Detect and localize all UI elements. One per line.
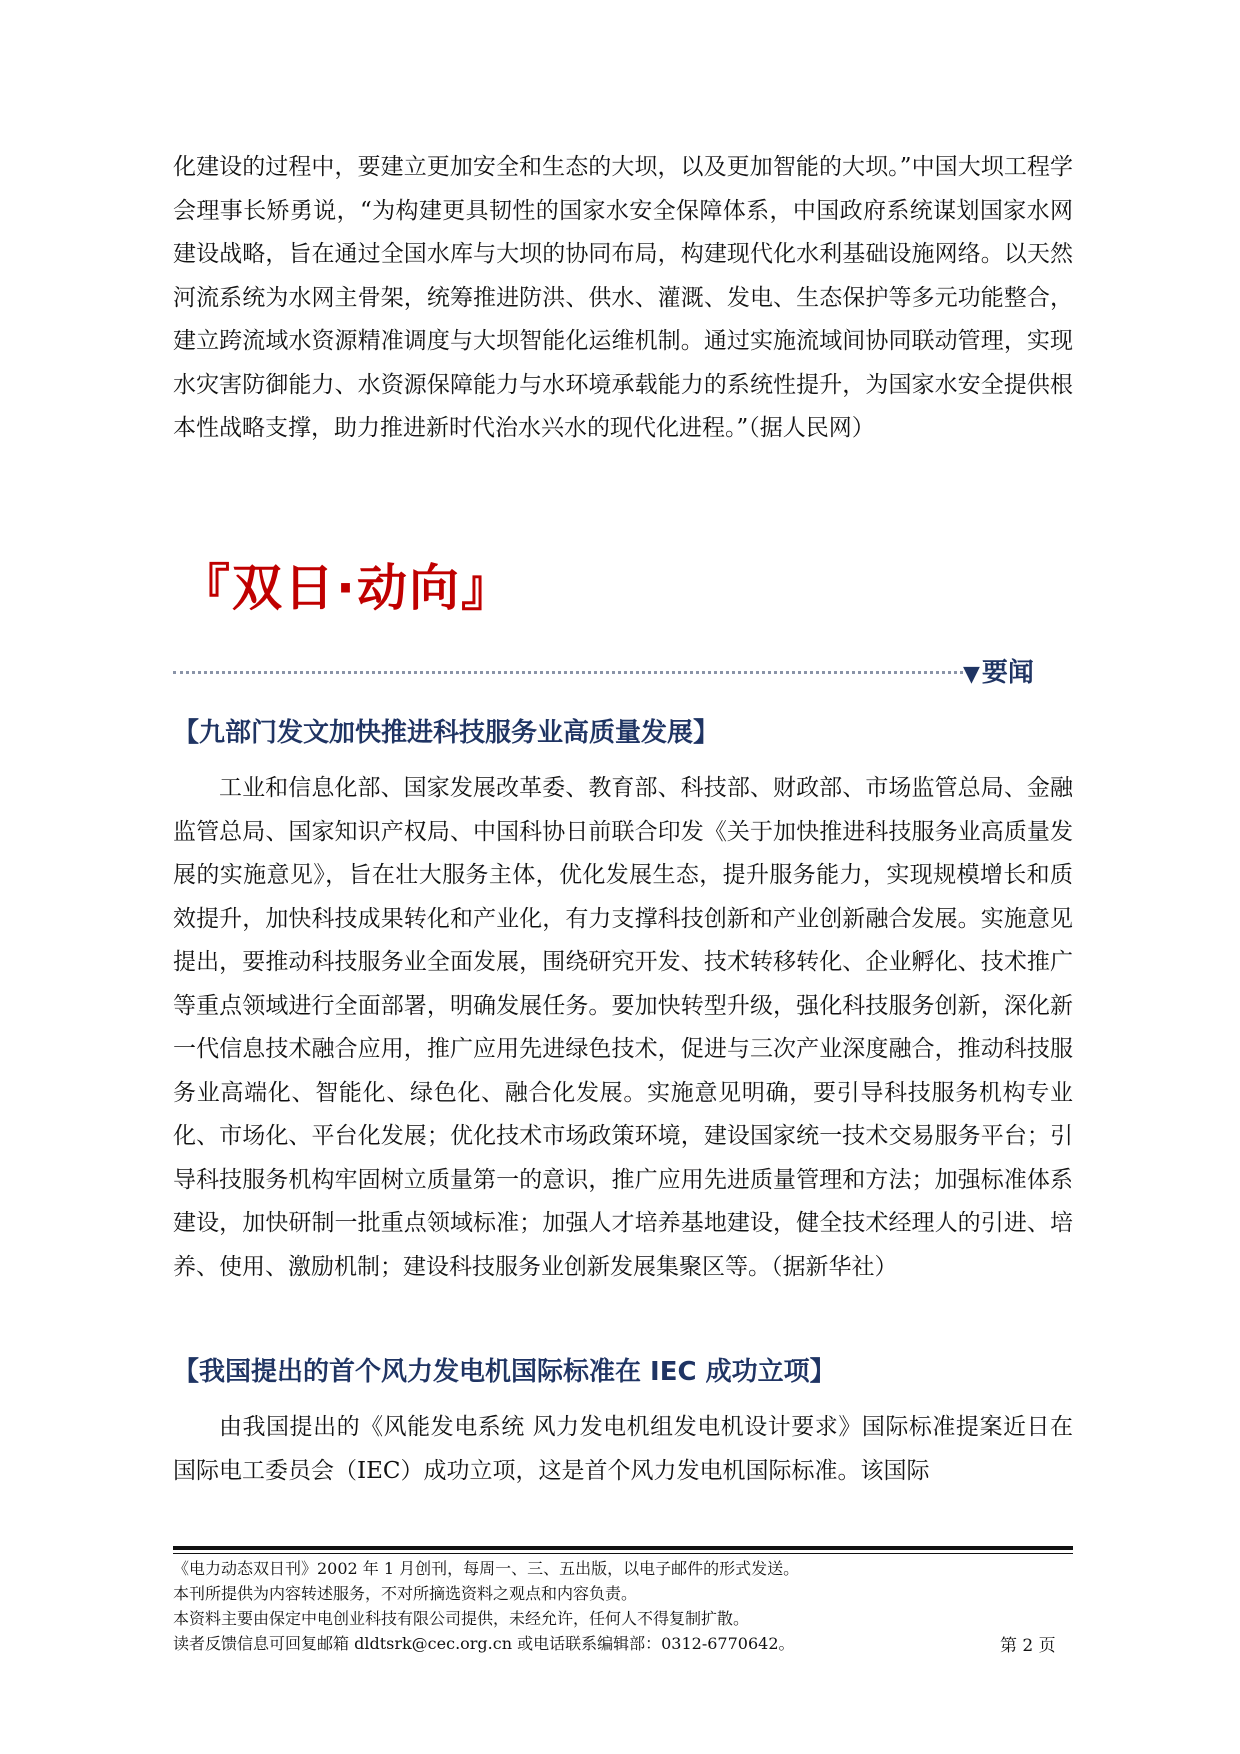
article-body: 由我国提出的《风能发电系统 风力发电机组发电机设计要求》国际标准提案近日在国际电工委员会（IEC）成功立项，这是首个风力发电机国际标准。该国际 [173, 1414, 1073, 1484]
footer [173, 1556, 1073, 1656]
article-headline: 【九部门发文加快推进科技服务业高质量发展】 [173, 718, 720, 748]
page-number: 第 2 页 [1000, 1636, 1056, 1656]
footer-rule [173, 1546, 1073, 1550]
article-body: 工业和信息化部、国家发展改革委、教育部、科技部、财政部、市场监管总局、金融监管总局、国家知识产权局、中国科协日前联合印发《关于加快推进科技服务业高质量发展的实施意见》，旨在壮大服务主体，优化发展生态，提升服务能力，实现规模增长和质效提升，加快科技成果转化和产业化，有力支撑科技创新和产业创新融合发展。实施意见提出，要推动科技服务业全面发展，围绕研究开发、技术转移转化、企业孵化、技术推广等重点领域进行全面部署，明确发展任务。要加快转型升级，强化科技服务创新，深化新一代信息技术融合应用，推广应用先进绿色技术，促进与三次产业深度融合，推动科技服务业高端化、智能化、绿色化、融合化发展。实施意见明确，要引导科技服务机构专业化、市场化、平台化发展；优化技术市场政策环境，建设国家统一技术交易服务平台；引导科技服务机构牢固树立质量第一的意识，推广应用先进质量管理和方法；加强标准体系建设，加快研制一批重点领域标准；加强人才培养基地建设，健全技术经理人的引进、培养、使用、激励机制；建设科技服务业创新发展集聚区等。（据新华社） [173, 775, 1073, 1280]
footer-rule-thin [173, 1553, 1073, 1554]
section-tag [963, 652, 1034, 689]
footer-line: 本资料主要由保定中电创业科技有限公司提供，未经允许，任何人不得复制扩散。 [173, 1609, 750, 1628]
section-title: 『双日·动向』 [180, 559, 513, 617]
section-divider [173, 671, 963, 674]
footer-line: 读者反馈信息可回复邮箱 dldtsrk@cec.org.cn 或电话联系编辑部：0312-6770642。 [173, 1634, 795, 1653]
triangle-down-icon: ▼ [963, 661, 980, 687]
footer-line: 本刊所提供为内容转述服务，不对所摘选资料之观点和内容负责。 [173, 1584, 638, 1603]
article-headline: 【我国提出的首个风力发电机国际标准在 IEC 成功立项】 [173, 1357, 836, 1387]
footer-line: 《电力动态双日刊》2002 年 1 月创刊，每周一、三、五出版，以电子邮件的形式发送。 [173, 1559, 800, 1578]
section-tag-label: 要闻 [981, 658, 1034, 688]
intro-paragraph: 化建设的过程中，要建立更加安全和生态的大坝，以及更加智能的大坝。”中国大坝工程学会理事长矫勇说，“为构建更具韧性的国家水安全保障体系，中国政府系统谋划国家水网建设战略，旨在通过全国水库与大坝的协同布局，构建现代化水利基础设施网络。以天然河流系统为水网主骨架，统筹推进防洪、供水、灌溉、发电、生态保护等多元功能整合，建立跨流域水资源精准调度与大坝智能化运维机制。通过实施流域间协同联动管理，实现水灾害防御能力、水资源保障能力与水环境承载能力的系统性提升，为国家水安全提供根本性战略支撑，助力推进新时代治水兴水的现代化进程。”（据人民网） [173, 154, 1073, 441]
